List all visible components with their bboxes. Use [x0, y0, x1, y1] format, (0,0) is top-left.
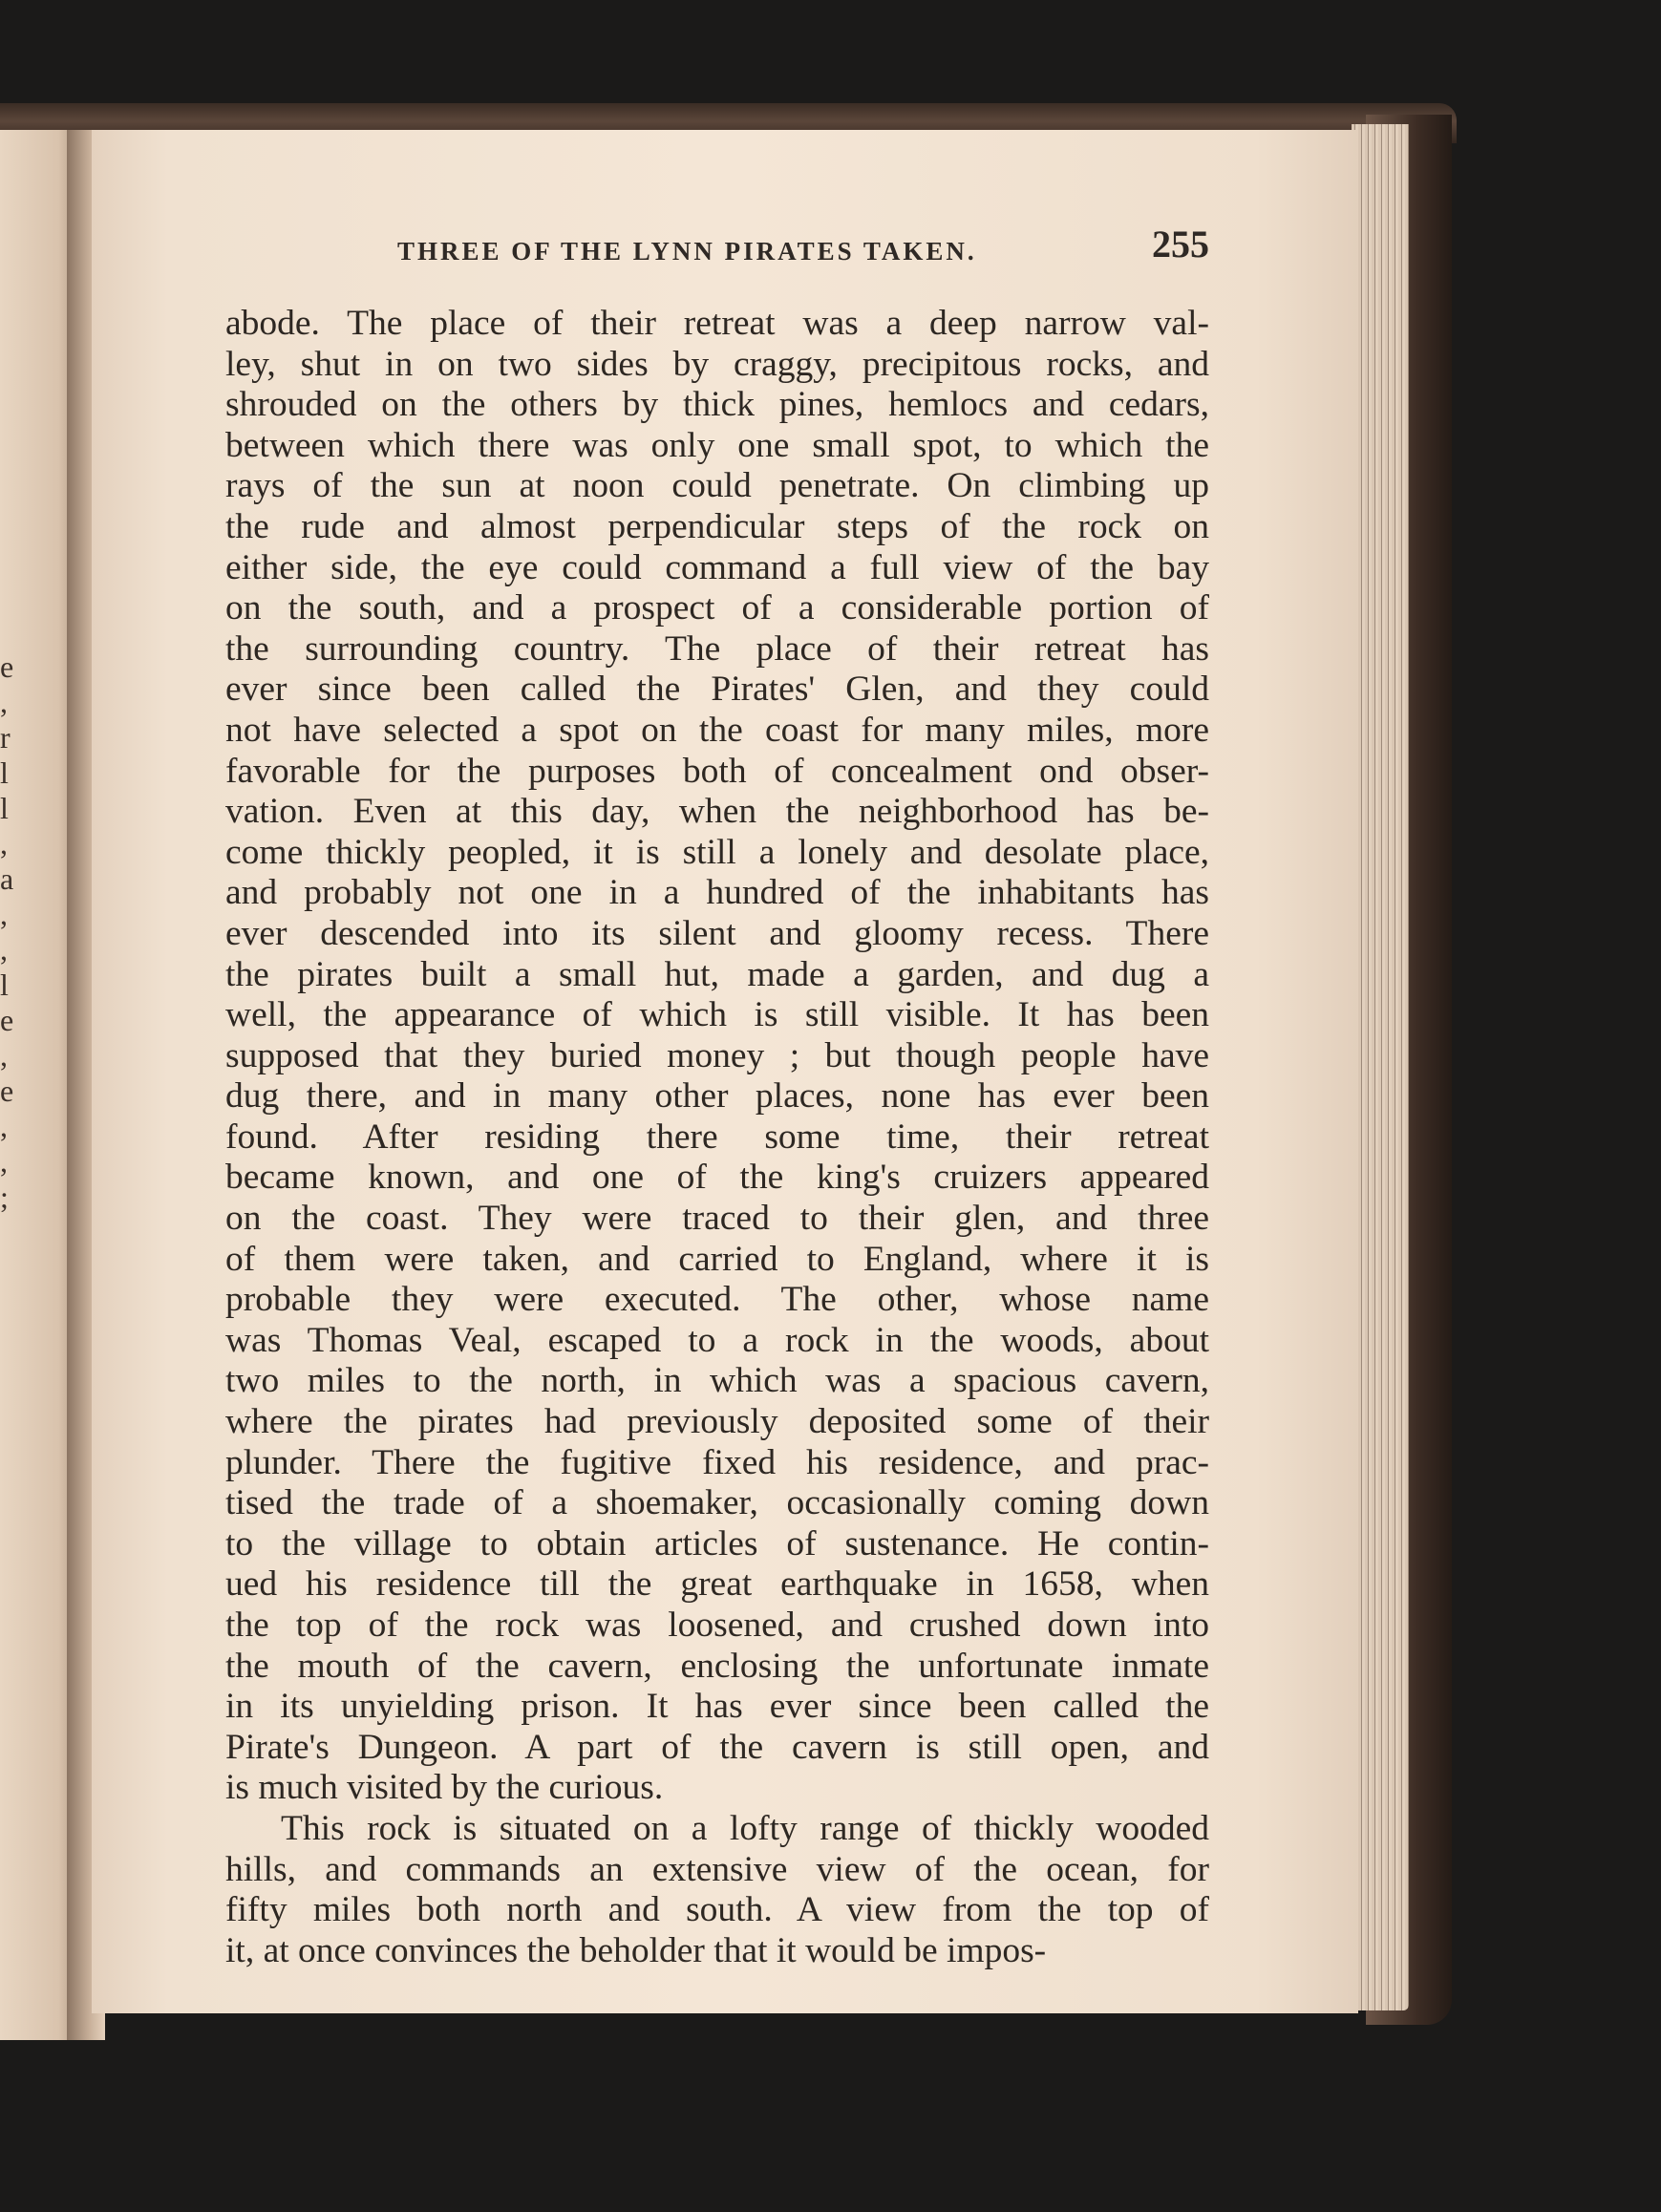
text-line: and probably not one in a hundred of the inhabitants has	[225, 873, 1209, 913]
text-line: became known, and one of the king's cruizers appeared	[225, 1158, 1209, 1198]
facing-page-fragment: e	[0, 1003, 14, 1037]
text-line: fifty miles both north and south. A view from the top of	[225, 1890, 1209, 1930]
running-head: THREE OF THE LYNN PIRATES TAKEN.	[397, 237, 977, 266]
text-line: probable they were executed. The other, whose name	[225, 1280, 1209, 1320]
text-line: the mouth of the cavern, enclosing the unfortunate inmate	[225, 1646, 1209, 1686]
text-line: was Thomas Veal, escaped to a rock in the woods, about	[225, 1320, 1209, 1360]
facing-page-text-fragments	[0, 649, 14, 1215]
page-number: 255	[1152, 223, 1209, 266]
text-line: the pirates built a small hut, made a garden, and dug a	[225, 954, 1209, 994]
facing-page-fragment: ,	[0, 1144, 8, 1179]
text-line: of them were taken, and carried to England, where it is	[225, 1239, 1209, 1279]
text-line: This rock is situated on a lofty range of thickly wooded	[281, 1808, 1209, 1848]
facing-page-fragment: ,	[0, 932, 8, 967]
facing-page-fragment: ,	[0, 1109, 8, 1143]
text-line: in its unyielding prison. It has ever since been called the	[225, 1687, 1209, 1727]
text-line: either side, the eye could command a full view of the bay	[225, 547, 1209, 587]
text-line: well, the appearance of which is still visible. It has been	[225, 995, 1209, 1035]
facing-page-fragment: e	[0, 1074, 14, 1108]
body-text	[225, 304, 1209, 1971]
text-line: tised the trade of a shoemaker, occasionally coming down	[225, 1483, 1209, 1523]
text-line: it, at once convinces the beholder that it would be impos-	[225, 1930, 1047, 1970]
text-line: two miles to the north, in which was a spacious cavern,	[225, 1361, 1209, 1401]
facing-page-fragment: ;	[0, 1180, 9, 1214]
text-line: plunder. There the fugitive fixed his residence, and prac-	[225, 1442, 1209, 1482]
text-line: found. After residing there some time, their retreat	[225, 1117, 1209, 1157]
facing-page-fragment: ,	[0, 1038, 8, 1073]
text-line: shrouded on the others by thick pines, hemlocs and cedars,	[225, 385, 1209, 425]
text-line: not have selected a spot on the coast for many miles, more	[225, 710, 1209, 750]
text-line: abode. The place of their retreat was a deep narrow val-	[225, 304, 1209, 343]
text-line: vation. Even at this day, when the neighborhood has be-	[225, 792, 1209, 832]
facing-page-fragment: a	[0, 861, 14, 896]
text-line: between which there was only one small spot, to which the	[225, 425, 1209, 465]
facing-page-fragment: r	[0, 720, 11, 755]
text-line: dug there, and in many other places, none has ever been	[225, 1076, 1209, 1117]
text-line: hills, and commands an extensive view of the ocean, for	[225, 1849, 1209, 1889]
text-line: supposed that they buried money ; but though people have	[225, 1035, 1209, 1075]
text-line: on the coast. They were traced to their glen, and three	[225, 1199, 1209, 1239]
facing-page-fragment: l	[0, 968, 9, 1002]
paragraph	[225, 304, 1209, 1809]
facing-page-fragment: l	[0, 791, 9, 825]
text-line: rays of the sun at noon could penetrate. On climbing up	[225, 466, 1209, 506]
paragraph	[225, 1809, 1209, 1971]
text-line: on the south, and a prospect of a considerable portion of	[225, 588, 1209, 628]
text-line: the rude and almost perpendicular steps of the rock on	[225, 506, 1209, 546]
text-line: the top of the rock was loosened, and crushed down into	[225, 1606, 1209, 1645]
text-line: to the village to obtain articles of sustenance. He contin-	[225, 1523, 1209, 1563]
facing-page-fragment: ,	[0, 826, 8, 861]
facing-page-fragment: ,	[0, 685, 8, 719]
page-edges	[1352, 124, 1409, 2010]
text-line: ever descended into its silent and gloomy recess. There	[225, 913, 1209, 953]
facing-page-fragment: l	[0, 755, 9, 790]
facing-page-fragment: e	[0, 649, 14, 684]
text-line: ley, shut in on two sides by craggy, precipitous rocks, and	[225, 344, 1209, 384]
text-line: where the pirates had previously deposited some of their	[225, 1402, 1209, 1442]
text-line: the surrounding country. The place of their retreat has	[225, 628, 1209, 669]
text-line: Pirate's Dungeon. A part of the cavern is still open, and	[225, 1727, 1209, 1767]
text-line: is much visited by the curious.	[225, 1768, 664, 1808]
text-line: ever since been called the Pirates' Glen, and they could	[225, 670, 1209, 710]
page-header	[225, 222, 1209, 279]
facing-page-fragment: ,	[0, 897, 8, 931]
text-line: favorable for the purposes both of concealment ond obser-	[225, 751, 1209, 791]
text-line: come thickly peopled, it is still a lonely and desolate place,	[225, 832, 1209, 872]
text-line: ued his residence till the great earthquake in 1658, when	[225, 1564, 1209, 1605]
